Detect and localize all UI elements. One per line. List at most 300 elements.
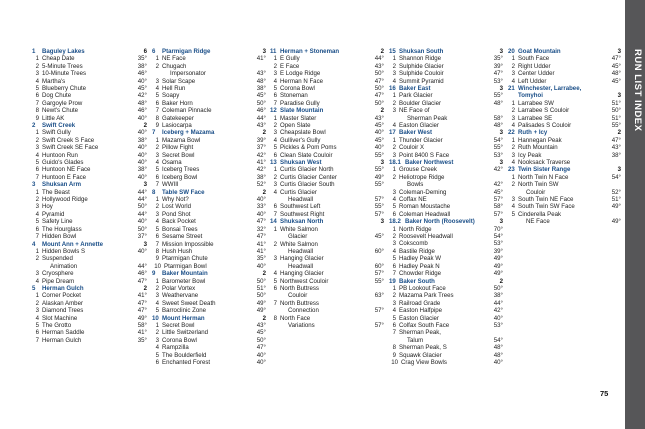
run-slope-angle: 45° (256, 92, 266, 100)
run-slope-angle: 35° (256, 255, 266, 263)
run-row[interactable] (508, 115, 621, 122)
run-number: 6 (155, 358, 159, 366)
run-slope-angle: 50° (611, 107, 621, 115)
area-number: 15 (389, 48, 396, 55)
run-row[interactable] (270, 166, 384, 173)
run-row[interactable] (389, 100, 503, 107)
run-slope-angle: 55° (374, 203, 384, 211)
run-row[interactable] (152, 278, 266, 285)
run-row[interactable] (32, 189, 147, 196)
run-row[interactable] (270, 92, 384, 99)
run-row[interactable] (389, 292, 503, 299)
run-row[interactable] (389, 322, 503, 329)
run-row[interactable] (270, 100, 384, 107)
run-name: 10-Minute Trees (42, 70, 87, 78)
run-slope-angle: 38° (493, 292, 503, 300)
run-row[interactable] (270, 255, 384, 270)
run-number: 3 (511, 114, 515, 122)
run-row[interactable] (389, 55, 503, 62)
area-title: Baker East (399, 85, 431, 93)
run-name: Pipe Dream (42, 277, 75, 285)
run-row[interactable] (270, 63, 384, 70)
run-number: 4 (392, 196, 396, 204)
area-number: 18.2 (389, 218, 401, 226)
run-row[interactable] (32, 107, 147, 114)
run-row[interactable] (32, 137, 147, 144)
run-name: Corona Bowl (162, 336, 197, 344)
run-row[interactable] (389, 107, 503, 122)
run-slope-angle: 55° (374, 277, 384, 285)
area-number: 18.1 (389, 159, 401, 167)
run-number: 3 (273, 181, 277, 189)
run-number: 3 (155, 292, 159, 300)
run-name: Alaskan Amber (42, 299, 83, 307)
run-row[interactable] (270, 137, 384, 144)
run-slope-angle: 49° (256, 299, 266, 307)
run-number: 1 (392, 225, 396, 233)
run-number: 1 (155, 277, 159, 285)
run-row[interactable] (32, 85, 147, 92)
run-row[interactable] (32, 100, 147, 107)
run-row[interactable] (32, 292, 147, 299)
run-name: Polar Vortex (162, 284, 196, 292)
area-heading (32, 241, 147, 248)
run-row[interactable] (32, 329, 147, 336)
run-row[interactable] (389, 211, 503, 218)
run-row[interactable] (389, 152, 503, 159)
run-row[interactable] (389, 263, 503, 270)
run-row[interactable] (32, 129, 147, 136)
run-row[interactable] (508, 152, 621, 159)
run-number: 5 (155, 166, 159, 174)
run-row[interactable] (152, 144, 266, 151)
run-row[interactable] (508, 55, 621, 62)
run-row[interactable] (152, 322, 266, 329)
run-number: 7 (155, 240, 159, 248)
run-row[interactable] (389, 315, 503, 322)
run-slope-angle: 70° (493, 225, 503, 233)
run-slope-angle: 50° (374, 85, 384, 93)
run-row[interactable] (152, 285, 266, 292)
run-number: 6 (155, 99, 159, 107)
run-name: Huntoon E Face (42, 173, 87, 181)
run-number: 1 (35, 247, 39, 255)
run-slope-angle: 40° (256, 262, 266, 270)
run-row[interactable] (152, 211, 266, 218)
run-number: 4 (155, 85, 159, 93)
run-name: Blueberry Chute (42, 85, 87, 93)
run-row[interactable] (152, 359, 266, 366)
area-number: 20 (508, 48, 515, 55)
run-row[interactable] (32, 159, 147, 166)
run-row[interactable] (389, 78, 503, 85)
area-title: Baker Mountain (162, 270, 208, 278)
run-number: 3 (35, 307, 39, 315)
run-row[interactable] (152, 196, 266, 203)
run-row[interactable] (508, 137, 621, 144)
area-heading (389, 159, 503, 166)
page-number: 75 (600, 389, 609, 398)
run-row[interactable] (270, 181, 384, 188)
run-row[interactable] (152, 337, 266, 344)
run-number: 6 (273, 92, 277, 100)
area-page-count: 3 (617, 48, 621, 55)
run-number: 7 (35, 233, 39, 241)
run-number: 9 (392, 351, 396, 359)
run-name: Newt's Chute (42, 107, 79, 115)
run-row[interactable] (152, 122, 266, 129)
run-name: North Twin N Face (518, 173, 569, 181)
run-name: Master Slater (280, 114, 317, 122)
run-slope-angle: 38° (256, 85, 266, 93)
run-name: Suspended Animation (42, 255, 78, 270)
run-slope-angle: 52° (256, 181, 266, 189)
run-row[interactable] (152, 344, 266, 351)
run-row[interactable] (270, 300, 384, 315)
run-name: Squawk Glacier (399, 351, 442, 359)
run-row[interactable] (389, 166, 503, 173)
run-name: Secret Bowl (162, 151, 195, 159)
run-slope-angle: 48° (611, 70, 621, 78)
run-row[interactable] (32, 78, 147, 85)
run-row[interactable] (270, 278, 384, 285)
run-number: 5 (392, 314, 396, 322)
run-row[interactable] (389, 63, 503, 70)
run-slope-angle: 48° (137, 99, 147, 107)
run-row[interactable] (152, 218, 266, 225)
run-row[interactable] (152, 78, 266, 85)
run-row[interactable] (270, 285, 384, 300)
run-row[interactable] (389, 307, 503, 314)
run-row[interactable] (152, 152, 266, 159)
area-number: 13 (270, 159, 277, 167)
area-page-count: 2 (262, 314, 266, 322)
run-row[interactable] (270, 211, 384, 218)
run-name: Barroclinic Zone (162, 307, 207, 315)
run-row[interactable] (508, 78, 621, 85)
run-number: 4 (273, 188, 277, 196)
run-row[interactable] (270, 174, 384, 181)
run-slope-angle: 55° (493, 144, 503, 152)
run-row[interactable] (32, 152, 147, 159)
run-row[interactable] (508, 211, 621, 226)
run-row[interactable] (152, 255, 266, 262)
run-row[interactable] (389, 226, 503, 233)
run-row[interactable] (389, 70, 503, 77)
run-row[interactable] (389, 300, 503, 307)
run-row[interactable] (152, 100, 266, 107)
run-name: Solar Scape (162, 77, 196, 85)
run-row[interactable] (152, 174, 266, 181)
run-row[interactable] (32, 255, 147, 270)
run-row[interactable] (270, 144, 384, 151)
run-row[interactable] (270, 315, 384, 330)
run-row[interactable] (32, 337, 147, 344)
run-name: Heliotrope Ridge Bowls (399, 173, 445, 189)
run-row[interactable] (508, 174, 621, 181)
run-name: Mazama Park Trees (399, 292, 454, 300)
run-number: 2 (273, 173, 277, 181)
run-row[interactable] (270, 270, 384, 277)
run-slope-angle: 40° (493, 358, 503, 366)
run-row[interactable] (32, 233, 147, 240)
run-row[interactable] (270, 122, 384, 129)
run-number: 2 (35, 196, 39, 204)
run-number: 5 (273, 277, 277, 285)
run-row[interactable] (152, 137, 266, 144)
run-name: South Twin NE Face (518, 196, 574, 204)
run-row[interactable] (32, 166, 147, 173)
run-row[interactable] (389, 352, 503, 359)
run-slope-angle: 46° (137, 70, 147, 78)
run-number: 8 (155, 247, 159, 255)
run-slope-angle: 49° (374, 173, 384, 181)
run-row[interactable] (389, 344, 503, 351)
run-slope-angle: 57° (374, 210, 384, 218)
run-row[interactable] (32, 278, 147, 285)
run-row[interactable] (508, 107, 621, 114)
run-slope-angle: 44° (137, 210, 147, 218)
run-slope-angle: 45° (611, 77, 621, 85)
run-name: Couloir X (399, 144, 425, 152)
run-slope-angle: 38° (137, 166, 147, 174)
run-slope-angle: 55° (374, 151, 384, 159)
run-row[interactable] (152, 329, 266, 336)
run-slope-angle: 57° (493, 210, 503, 218)
run-row[interactable] (389, 240, 503, 247)
run-number: 3 (273, 255, 277, 263)
run-row[interactable] (152, 307, 266, 314)
run-row[interactable] (270, 203, 384, 210)
run-name: North Buttress Couloir (280, 284, 319, 300)
run-number: 2 (392, 173, 396, 181)
run-slope-angle: 40° (137, 144, 147, 152)
run-row[interactable] (270, 115, 384, 122)
area-page-count: 3 (380, 159, 384, 167)
run-row[interactable] (270, 241, 384, 256)
run-row[interactable] (32, 144, 147, 151)
run-name: Nooksack Traverse (518, 159, 571, 167)
run-slope-angle: 45° (374, 122, 384, 130)
run-row[interactable] (32, 300, 147, 307)
run-row[interactable] (270, 129, 384, 136)
run-slope-angle: 45° (137, 85, 147, 93)
area-page-count: 3 (617, 92, 621, 100)
run-row[interactable] (152, 263, 266, 270)
run-row[interactable] (152, 233, 266, 240)
run-slope-angle: 53° (493, 151, 503, 159)
run-row[interactable] (389, 359, 503, 366)
run-row[interactable] (32, 270, 147, 277)
run-number: 5 (155, 307, 159, 315)
run-row[interactable] (32, 211, 147, 218)
run-row[interactable] (152, 107, 266, 114)
run-row[interactable] (32, 55, 147, 62)
area-number: 21 (508, 85, 515, 93)
run-number: 4 (35, 314, 39, 322)
area-heading (152, 48, 266, 55)
area-page-count: 2 (499, 277, 503, 285)
run-slope-angle: 50° (493, 284, 503, 292)
run-row[interactable] (32, 70, 147, 77)
run-row[interactable] (389, 248, 503, 255)
run-row[interactable] (389, 255, 503, 262)
run-row[interactable] (32, 203, 147, 210)
area-title: Twin Sister Range (518, 166, 571, 174)
run-row[interactable] (152, 203, 266, 210)
run-slope-angle: 45° (256, 329, 266, 337)
area-title: Ptarmigan Ridge (162, 48, 211, 55)
run-slope-angle: 42° (137, 92, 147, 100)
area-heading (508, 129, 621, 136)
run-row[interactable] (32, 63, 147, 70)
run-row[interactable] (152, 63, 266, 78)
run-number: 1 (511, 136, 515, 144)
run-row[interactable] (152, 241, 266, 248)
run-number: 1 (273, 225, 277, 233)
run-slope-angle: 54° (493, 233, 503, 241)
area-title: Herman + Stoneman (280, 48, 340, 55)
run-row[interactable] (152, 248, 266, 255)
run-row[interactable] (389, 270, 503, 277)
run-row[interactable] (152, 55, 266, 62)
run-number: 2 (35, 136, 39, 144)
run-slope-angle: 41° (256, 247, 266, 255)
area-heading (389, 85, 503, 92)
run-number: 7 (273, 299, 277, 307)
run-row[interactable] (152, 85, 266, 92)
run-slope-angle: 47° (611, 136, 621, 144)
run-row[interactable] (389, 285, 503, 292)
run-row[interactable] (32, 92, 147, 99)
run-name: Little AK (42, 114, 65, 122)
area-page-count: 3 (499, 159, 503, 167)
run-row[interactable] (389, 329, 503, 344)
run-number: 9 (35, 114, 39, 122)
run-row[interactable] (32, 315, 147, 322)
run-row[interactable] (32, 196, 147, 203)
run-row[interactable] (152, 300, 266, 307)
run-name: Guido's Glades (42, 159, 84, 167)
run-row[interactable] (508, 63, 621, 70)
run-number: 3 (35, 203, 39, 211)
area-page-count: 3 (617, 166, 621, 174)
run-row[interactable] (389, 189, 503, 196)
run-row[interactable] (32, 307, 147, 314)
run-row[interactable] (32, 174, 147, 181)
run-slope-angle: 60° (374, 262, 384, 270)
run-number: 2 (35, 62, 39, 70)
area-heading (32, 181, 147, 188)
run-slope-angle: 50° (137, 225, 147, 233)
run-row[interactable] (508, 159, 621, 166)
area-page-count: 3 (499, 48, 503, 55)
run-slope-angle: 43° (256, 70, 266, 78)
run-slope-angle: 40° (137, 173, 147, 181)
area-heading (389, 48, 503, 55)
run-row[interactable] (508, 70, 621, 77)
run-number: 4 (35, 277, 39, 285)
run-number: 4 (392, 77, 396, 85)
run-row[interactable] (508, 100, 621, 107)
run-slope-angle: 40° (374, 144, 384, 152)
run-row[interactable] (389, 137, 503, 144)
run-slope-angle: 47° (256, 218, 266, 226)
area-title: Herman Gulch (42, 284, 84, 292)
run-name: Swift Gully (42, 129, 71, 137)
run-row[interactable] (32, 226, 147, 233)
run-row[interactable] (270, 85, 384, 92)
run-number: 1 (392, 284, 396, 292)
run-row[interactable] (389, 92, 503, 99)
run-number: 1 (392, 136, 396, 144)
area-page-count: 3 (499, 129, 503, 137)
run-row[interactable] (32, 218, 147, 225)
run-row[interactable] (508, 203, 621, 210)
run-name: Coleman Headwall (399, 210, 451, 218)
run-number: 4 (511, 122, 515, 130)
run-slope-angle: 55° (374, 166, 384, 174)
run-row[interactable] (389, 196, 503, 203)
run-row[interactable] (508, 181, 621, 196)
run-number: 1 (35, 292, 39, 300)
run-row[interactable] (270, 226, 384, 241)
run-row[interactable] (270, 78, 384, 85)
run-row[interactable] (152, 226, 266, 233)
run-row[interactable] (152, 115, 266, 122)
run-row[interactable] (508, 122, 621, 129)
area-title: Baker Northwest (405, 159, 454, 167)
run-slope-angle: 55° (374, 181, 384, 189)
run-row[interactable] (270, 152, 384, 159)
run-row[interactable] (389, 122, 503, 129)
run-row[interactable] (389, 203, 503, 210)
run-row[interactable] (389, 174, 503, 189)
run-row[interactable] (270, 70, 384, 77)
run-row[interactable] (32, 248, 147, 255)
run-row[interactable] (508, 144, 621, 151)
run-slope-angle: 40° (137, 114, 147, 122)
run-number: 4 (155, 299, 159, 307)
run-row[interactable] (32, 322, 147, 329)
run-row[interactable] (152, 159, 266, 166)
area-title: Shuksan North (280, 218, 324, 226)
run-row[interactable] (389, 144, 503, 151)
run-slope-angle: 40° (256, 196, 266, 204)
run-row[interactable] (152, 292, 266, 299)
run-row[interactable] (152, 352, 266, 359)
run-slope-angle: 41° (137, 292, 147, 300)
index-column-3 (270, 48, 384, 329)
run-row[interactable] (389, 233, 503, 240)
run-row[interactable] (152, 181, 266, 188)
run-name: Little Switzerland (162, 329, 209, 337)
run-number: 5 (35, 159, 39, 167)
run-name: Herman Gulch (42, 336, 82, 344)
run-name: Cryosphere (42, 270, 74, 278)
run-slope-angle: 37° (256, 144, 266, 152)
run-name: Huntoon Run (42, 151, 78, 159)
run-name: Boulder Glacier (399, 99, 441, 107)
run-row[interactable] (508, 196, 621, 203)
run-row[interactable] (152, 166, 266, 173)
run-row[interactable] (152, 92, 266, 99)
run-row[interactable] (270, 55, 384, 62)
run-row[interactable] (32, 115, 147, 122)
run-row[interactable] (270, 189, 384, 204)
run-name: The Boulderfield (162, 351, 207, 359)
run-number: 5 (273, 85, 277, 93)
